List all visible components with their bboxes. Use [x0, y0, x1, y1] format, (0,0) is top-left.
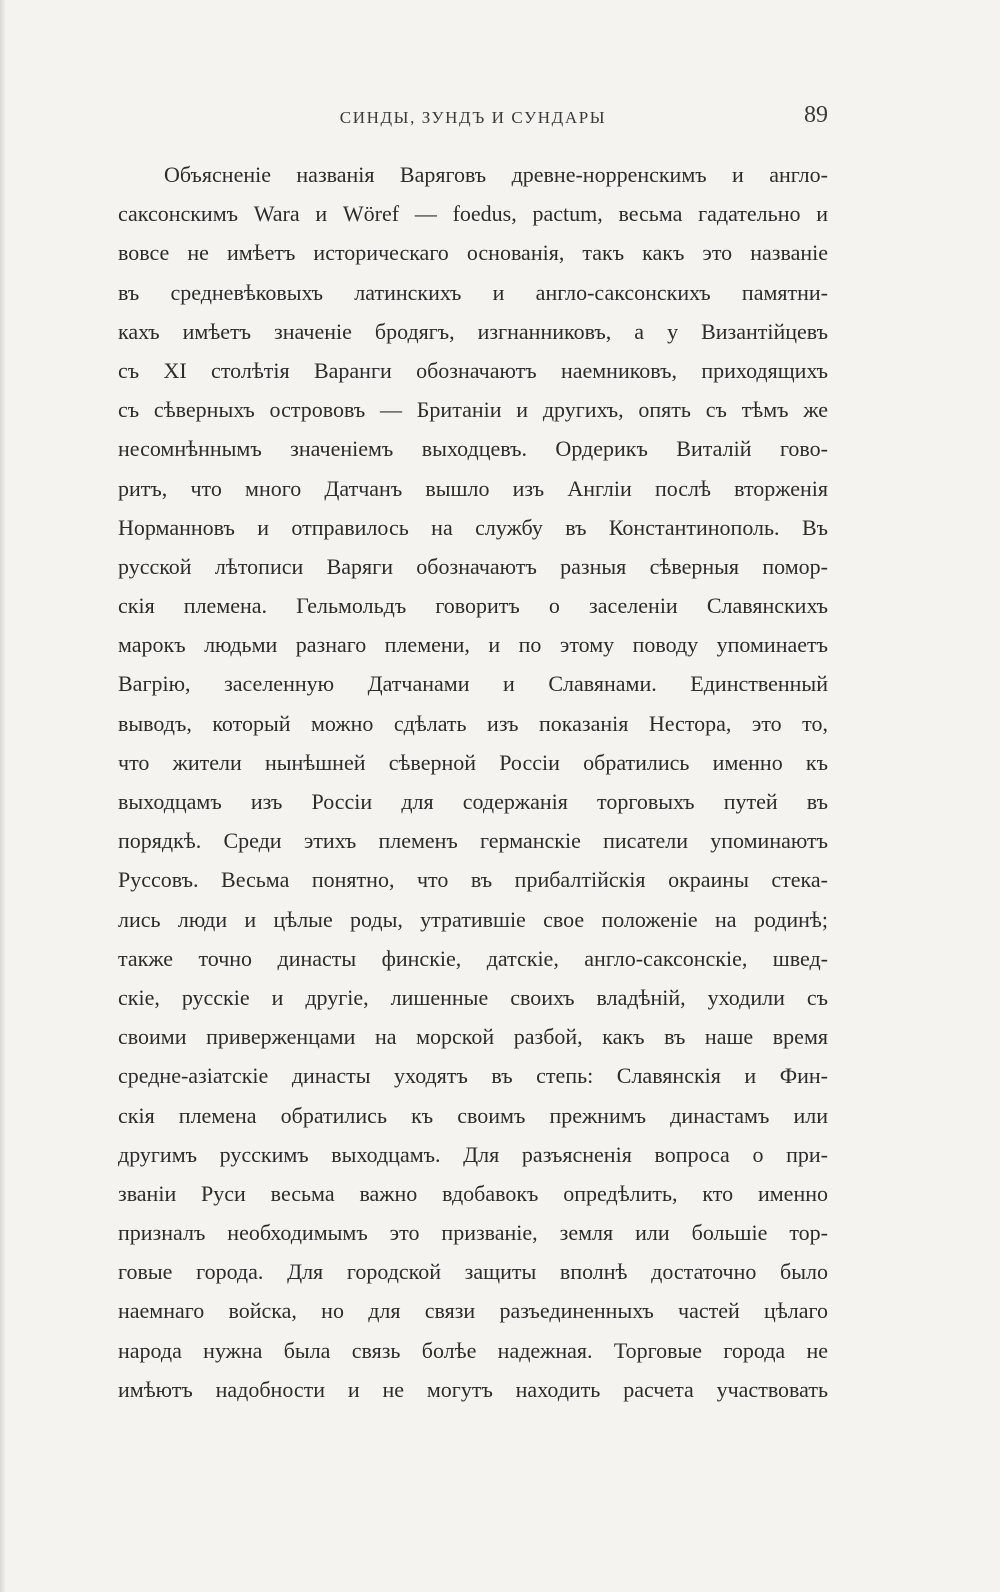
text-line: русской лѣтописи Варяги обозначаютъ разныя сѣверныя помор-	[118, 553, 828, 579]
text-line: призналъ необходимымъ это призваніе, земля или большіе тор-	[118, 1220, 828, 1246]
text-line: порядкѣ. Среди этихъ племенъ германскіе писатели упоминаютъ	[118, 828, 828, 854]
text-line: выводъ, который можно сдѣлать изъ показанія Нестора, это то,	[118, 710, 828, 736]
text-line: скія племена обратились къ своимъ прежнимъ династамъ или	[118, 1102, 828, 1128]
text-line: Объясненіе названія Варяговъ древне-норренскимъ и англо-	[164, 162, 828, 187]
page-header	[118, 104, 828, 132]
text-line: имѣютъ надобности и не могутъ находить расчета участвовать	[118, 1376, 828, 1402]
text-line: наемнаго войска, но для связи разъединенныхъ частей цѣлаго	[118, 1298, 828, 1324]
text-line: также точно династы финскіе, датскіе, англо-саксонскіе, швед-	[118, 945, 828, 971]
text-line: скіе, русскіе и другіе, лишенные своихъ владѣній, уходили съ	[118, 984, 828, 1010]
text-line: саксонскимъ Wara и Wöref — foedus, pactum, весьма гадательно и	[118, 201, 828, 227]
text-line: средне-азіатскіе династы уходятъ въ степь: Славянскія и Фин-	[118, 1063, 828, 1089]
text-line: другимъ русскимъ выходцамъ. Для разъясненія вопроса о при-	[118, 1141, 828, 1167]
text-line: выходцамъ изъ Россіи для содержанія торговыхъ путей въ	[118, 789, 828, 814]
body-text	[118, 155, 828, 1409]
text-line: ритъ, что много Датчанъ вышло изъ Англіи послѣ вторженія	[118, 475, 828, 501]
text-line: Руссовъ. Весьма понятно, что въ прибалтійскія окраины стека-	[118, 867, 828, 893]
text-line: несомнѣннымъ значеніемъ выходцевъ. Ордерикъ Виталій гово-	[118, 436, 828, 462]
text-line: Норманновъ и отправилось на службу въ Константинополь. Въ	[118, 514, 828, 540]
text-line: народа нужна была связь болѣе надежная. Торговые города не	[118, 1337, 828, 1363]
page-edge-shadow	[0, 0, 6, 1592]
text-line: лись люди и цѣлые роды, утратившіе свое положеніе на родинѣ;	[118, 906, 828, 932]
text-line: Вагрію, заселенную Датчанами и Славянами. Единственный	[118, 671, 828, 697]
text-line: съ XI столѣтія Варанги обозначаютъ наемниковъ, приходящихъ	[118, 357, 828, 383]
text-line: съ сѣверныхъ острововъ — Британіи и другихъ, опять съ тѣмъ же	[118, 397, 828, 423]
text-line: марокъ людьми разнаго племени, и по этому поводу упоминаетъ	[118, 632, 828, 658]
text-line: званіи Руси весьма важно вдобавокъ опредѣлить, кто именно	[118, 1180, 828, 1206]
running-head: СИНДЫ, ЗУНДЪ И СУНДАРЫ	[339, 108, 607, 127]
text-line: въ средневѣковыхъ латинскихъ и англо-саксонскихъ памятни-	[118, 279, 828, 305]
text-line: говые города. Для городской защиты вполнѣ достаточно было	[118, 1259, 828, 1285]
text-line: кахъ имѣетъ значеніе бродягъ, изгнанниковъ, а у Византійцевъ	[118, 318, 828, 344]
text-line: своими приверженцами на морской разбой, какъ въ наше время	[118, 1024, 828, 1050]
text-line: что жители нынѣшней сѣверной Россіи обратились именно къ	[118, 749, 828, 775]
page-number: 89	[804, 102, 828, 128]
text-line: вовсе не имѣетъ историческаго основанія, такъ какъ это названіе	[118, 240, 828, 266]
text-line: скія племена. Гельмольдъ говоритъ о заселеніи Славянскихъ	[118, 593, 828, 619]
